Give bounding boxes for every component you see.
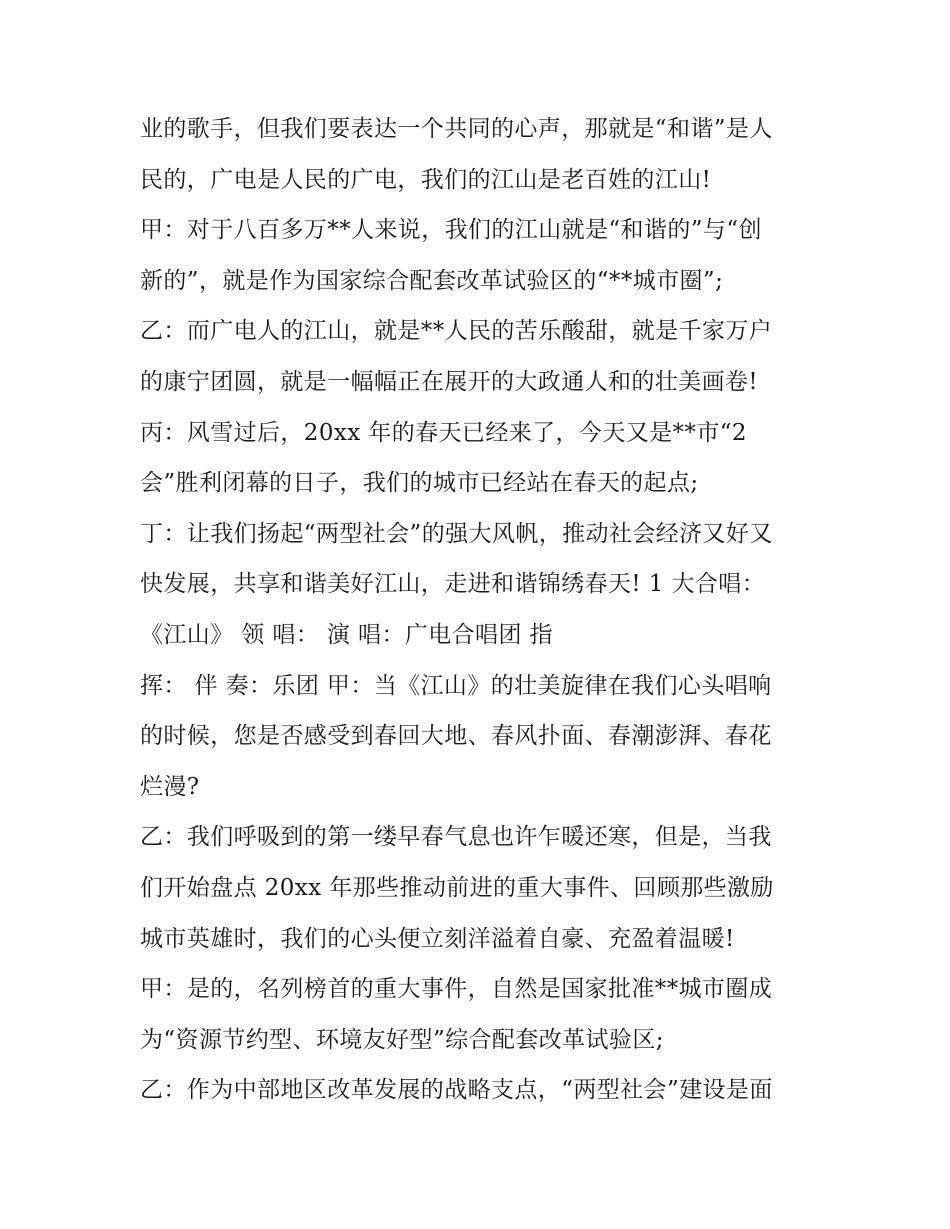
text-line: 为“资源节约型、环境友好型”综合配套改革试验区; — [140, 1026, 664, 1053]
text-line: 们开始盘点 20xx 年那些推动前进的重大事件、回顾那些激励 — [140, 874, 774, 901]
text-line: 乙：而广电人的江山，就是**人民的苦乐酸甜，就是千家万户 — [140, 318, 773, 345]
text-line: 的康宁团圆，就是一幅幅正在展开的大政通人和的壮美画卷! — [140, 368, 759, 395]
text-line: 甲：是的，名列榜首的重大事件，自然是国家批准**城市圈成 — [140, 976, 773, 1003]
text-line: 丁：让我们扬起“两型社会”的强大风帆，推动社会经济又好又 — [140, 520, 773, 547]
text-line: 新的”，就是作为国家综合配套改革试验区的“**城市圈”; — [140, 267, 724, 294]
text-line: 挥： 伴 奏：乐团 甲：当《江山》的壮美旋律在我们心头唱响 — [140, 672, 772, 699]
text-line: 民的，广电是人民的广电，我们的江山是老百姓的江山! — [140, 166, 712, 193]
text-line: 乙：作为中部地区改革发展的战略支点，“两型社会”建设是面 — [140, 1077, 773, 1104]
text-line: 会”胜利闭幕的日子，我们的城市已经站在春天的起点; — [140, 470, 699, 497]
text-line: 快发展，共享和谐美好江山，走进和谐锦绣春天! 1 大合唱： — [140, 571, 766, 598]
text-line: 乙：我们呼吸到的第一缕早春气息也许乍暖还寒，但是，当我 — [140, 824, 772, 851]
text-line: 的时候，您是否感受到春回大地、春风扑面、春潮澎湃、春花 — [140, 723, 772, 750]
text-line: 烂漫? — [140, 773, 200, 800]
text-line: 甲：对于八百多万**人来说，我们的江山就是“和谐的”与“创 — [140, 217, 762, 244]
text-line: 丙：风雪过后，20xx 年的春天已经来了，今天又是**市“2 — [140, 419, 747, 446]
body-text — [140, 104, 820, 1116]
text-line: 城市英雄时，我们的心头便立刻洋溢着自豪、充盈着温暖! — [140, 925, 735, 952]
text-line: 《江山》 领 唱： 演 唱：广电合唱团 指 — [140, 621, 553, 648]
text-line: 业的歌手，但我们要表达一个共同的心声，那就是“和谐”是人 — [140, 116, 773, 142]
